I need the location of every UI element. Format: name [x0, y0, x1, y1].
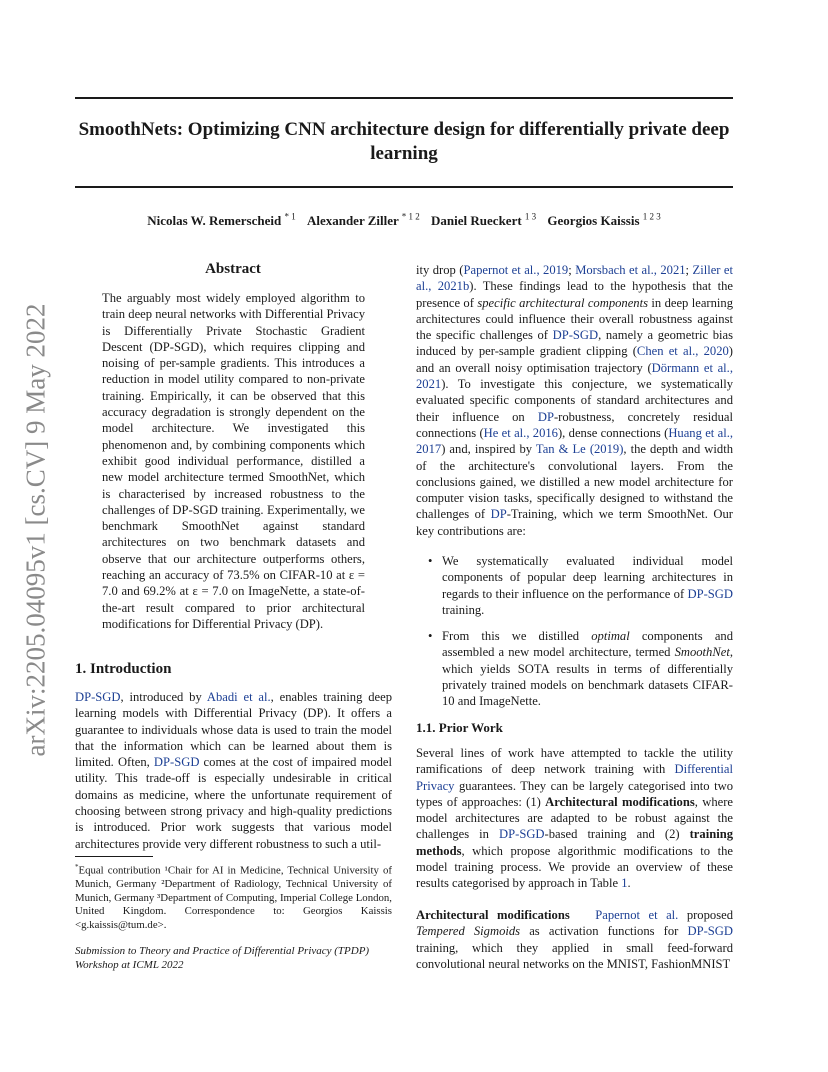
author: Nicolas W. Remerscheid $^{* 1}$: [147, 212, 296, 229]
dp-link[interactable]: DP: [537, 409, 554, 424]
citation-morsbach-link[interactable]: Morsbach et al., 2021: [575, 263, 686, 277]
dpsgd-link[interactable]: DP-SGD: [687, 924, 733, 939]
architectural-modifications-body: Architectural modifications Papernot et al. proposed Tempered Sigmoids as activation functions for DP-SGD training, which they applied in small feed-forward convolutional neural networks on the MNIST, FashionMNIST: [416, 908, 733, 971]
introduction-body: DP-SGD, introduced by Abadi et al., enables training deep learning models with Differential Privacy (DP). It offers a guarantee to individuals whose data is used to train the model that the information which can be learned about them is limited. Often, DP-SGD comes at the cost of impaired model utility. This trade-off is especially undesirable in critical domains as medicine, where the unfortunate requirement of choosing between strong privacy and high-quality predictions is introduced. Prior work suggests that various model architectures provide very different robustness to such a util-: [75, 690, 393, 851]
bullet-icon: •: [428, 554, 433, 568]
dpsgd-link[interactable]: DP-SGD: [687, 586, 733, 601]
dp-link[interactable]: DP: [490, 507, 507, 522]
citation-ziller-link[interactable]: Ziller et al., 2021b: [416, 263, 734, 294]
introduction-continued: ity drop (Papernot et al., 2019; Morsbach et al., 2021; Ziller et al., 2021b). These findings lead to the hypothesis that the presence of specific architectural components in deep learning architectures could influence their overall robustness against the specific challenges of DP-SGD, namely a geometric bias induced by per-sample gradient clipping (Chen et al., 2020) and an overall noisy optimisation trajectory (Dörmann et al., 2021). To investigate this conjecture, we systematically evaluated specific components of standard architectures and their influence on DP-robustness, concretely residual connections (He et al., 2016), dense connections (Huang et al., 2017) and, inspired by Tan & Le (2019), the depth and width of the architecture's convolutional layers. From the conclusions gained, we distilled a new model architecture for computer vision tasks, specifically designed to withstand the challenges of DP-Training, which we term SmoothNet. Our key contributions are:: [416, 263, 734, 538]
citation-tan-link[interactable]: Tan & Le (2019): [535, 442, 624, 457]
citation-chen-link[interactable]: Chen et al., 2020: [636, 344, 729, 359]
dpsgd-link[interactable]: DP-SGD: [75, 690, 121, 704]
citation-abadi-link[interactable]: Abadi et al.: [206, 690, 271, 704]
citation-papernot-link[interactable]: Papernot et al., 2019: [463, 263, 569, 277]
list-item: • We systematically evaluated individual model components of popular deep learning architectures in regards to their influence on the performance of DP-SGD training.: [428, 554, 733, 617]
paper-title: SmoothNets: Optimizing CNN architecture design for differentially private deep learning: [78, 119, 730, 164]
title-rule-bottom: [75, 186, 733, 188]
footnote-rule: [75, 856, 153, 857]
title-rule-top: [75, 97, 733, 99]
dpsgd-link[interactable]: DP-SGD: [499, 827, 545, 842]
author: Georgios Kaissis $^{1 2 3}$: [547, 212, 661, 229]
author-list: [75, 212, 733, 229]
bullet-icon: •: [428, 629, 433, 644]
prior-work-body: Several lines of work have attempted to tackle the utility ramifications of deep network training with Differential Privacy guarantees. They can be largely categorised into two types of approaches: (1) Architectural modifications, where model architectures are adapted to be robust against the challenges in DP-SGD-based training and (2) training methods, which propose algorithmic modifications to the model training process. We provide an overview of these results categorised by approach in Table 1.: [416, 746, 733, 891]
dpsgd-link[interactable]: DP-SGD: [153, 755, 200, 770]
citation-papernot-link[interactable]: Papernot et al.: [595, 908, 679, 922]
citation-dormann-link[interactable]: Dörmann et al., 2021: [416, 360, 733, 392]
abstract-heading: Abstract: [205, 261, 261, 277]
citation-huang-link[interactable]: Huang et al., 2017: [416, 425, 733, 457]
affiliations-footnote: *Equal contribution ¹Chair for AI in Medicine, Technical University of Munich, Germany ²Department of Radiology, Technical University of Munich, Germany ³Department of Computing, Imperial College London, United Kingdom. Correspondence to: Georgios Kaissis <g.kaissis@tum.de>.: [75, 863, 392, 931]
list-item: • From this we distilled optimal components and assembled a new model architecture, termed SmoothNet, which yields SOTA results in terms of differentially privately trained models on benchmark datasets CIFAR-10 and ImageNette.: [428, 629, 734, 709]
table-ref-link[interactable]: 1: [621, 876, 628, 891]
submission-note: Submission to Theory and Practice of Differential Privacy (TPDP) Workshop at ICML 2022: [75, 945, 370, 971]
author: Daniel Rueckert $^{1 3}$: [431, 212, 537, 229]
abstract-body: The arguably most widely employed algorithm to train deep neural networks with Differential Privacy is Differentially Private Stochastic Gradient Descent (DP-SGD), which requires clipping and noising of per-sample gradients. This introduces a reduction in model utility compared to non-private training. Empirically, it can be observed that this accuracy degradation is strongly dependent on the model architecture. We investigated this phenomenon and, by combining components which exhibit good individual performance, distilled a new model architecture termed SmoothNet, which is characterised by increased robustness to the challenges of DP-SGD training. Experimentally, we benchmark SmoothNet against standard architectures on two benchmark datasets and observe that our architecture outperforms others, reaching an accuracy of 73.5% on CIFAR-10 at ε = 7.0 and 69.2% at ε = 7.0 on ImageNette, a state-of-the-art result compared to prior architectural modifications for Differential Privacy (DP).: [102, 291, 365, 631]
differential-privacy-link[interactable]: Differential Privacy: [416, 762, 733, 793]
author: Alexander Ziller $^{* 1 2}$: [306, 212, 420, 229]
arxiv-watermark: arXiv:2205.04095v1 [cs.CV] 9 May 2022: [20, 303, 51, 757]
contributions-list: [416, 553, 733, 710]
paragraph-heading: Architectural modifications: [416, 908, 570, 922]
section-heading-introduction: 1. Introduction: [75, 661, 172, 677]
citation-he-link[interactable]: He et al., 2016: [483, 425, 558, 440]
dpsgd-link[interactable]: DP-SGD: [552, 328, 599, 343]
subsection-heading-prior-work: 1.1. Prior Work: [416, 720, 503, 735]
